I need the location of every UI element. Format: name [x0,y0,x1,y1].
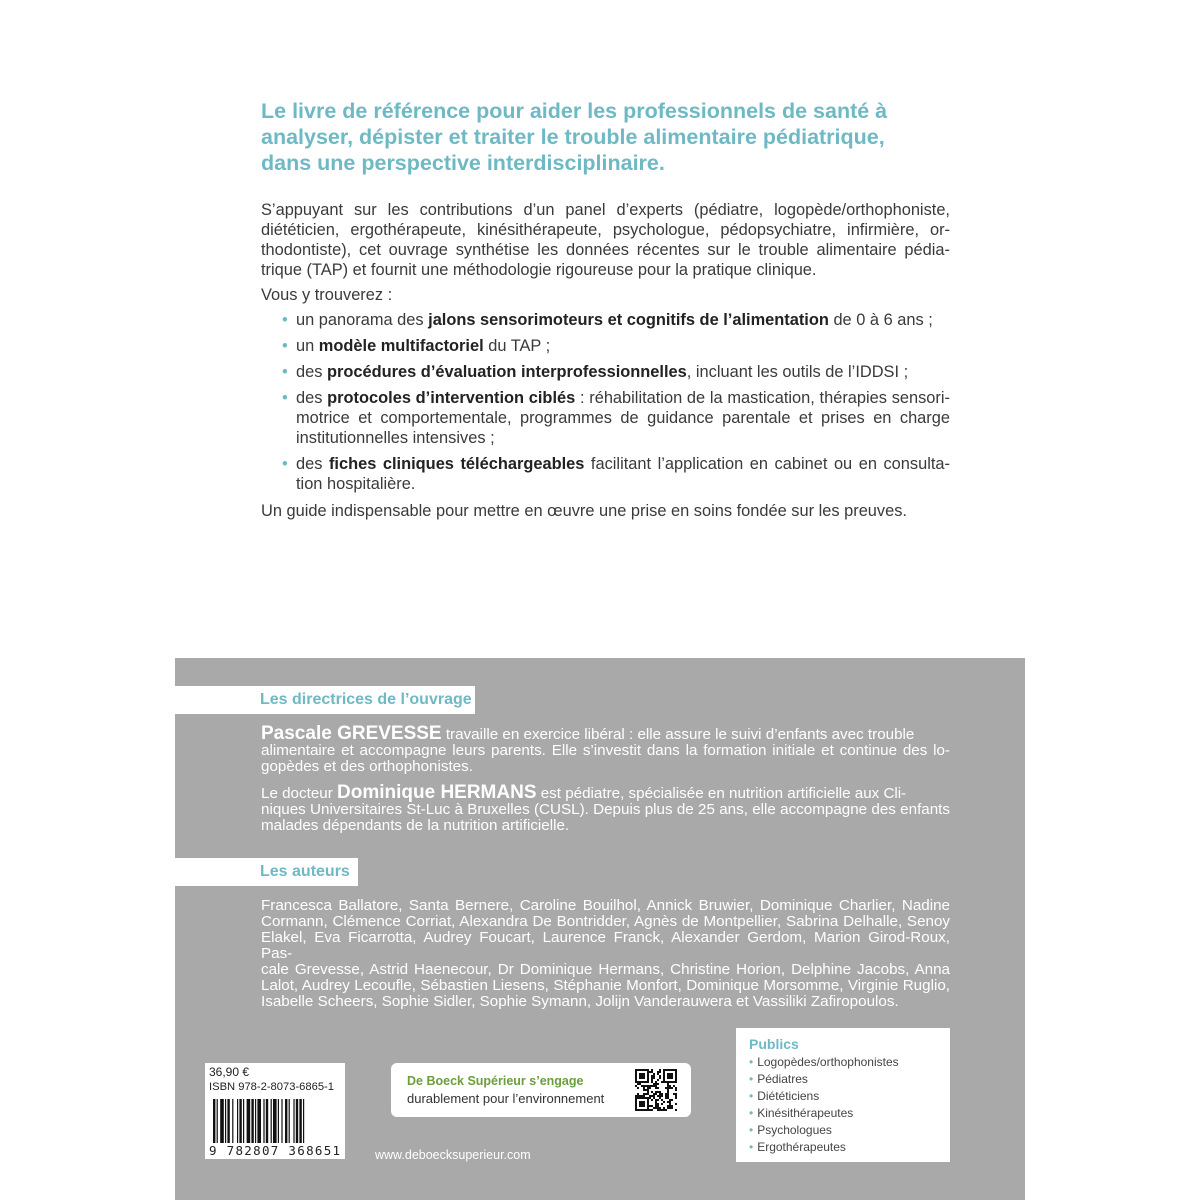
environment-badge [391,1063,691,1117]
publics-title: Publics [749,1036,799,1052]
list-item: • Pédiatres [749,1072,808,1086]
director-name: Dominique HERMANS [337,782,537,803]
qr-code-icon[interactable] [635,1069,677,1111]
tagline-line: Le livre de référence pour aider les professionnels de santé à [261,99,888,123]
feature-list [261,310,950,500]
director-grevesse-bio: Pascale GREVESSE travaille en exercice libéral : elle assure le suivi d’enfants avec trouble alimentaire et accompagne leurs parents. Elle s’investit dans la formation initiale et continue des lo- gopèdes et des orthophonistes. [261,723,950,775]
director-name: Pascale GREVESSE [261,723,442,744]
bullet-icon: • [282,311,288,329]
list-item: • Ergothérapeutes [749,1140,846,1154]
engage-line-2: durablement pour l’environnement [407,1091,605,1106]
barcode-icon [213,1099,337,1143]
list-item: • des protocoles d’intervention ciblés : réhabilitation de la mastication, thérapies sensori-motrice et comportementale, programmes de guidance parentale et prises en charge institutionnelles intensives ; [282,389,950,447]
bullet-icon: • [282,455,288,473]
list-item: • Logopèdes/orthophonistes [749,1055,899,1069]
intro-line: thodontiste), cet ouvrage synthétise les données récentes sur le trouble alimentaire pédia- [261,241,950,259]
barcode-digits: 9 782807 368651 [209,1143,342,1158]
bullet-icon: • [282,363,288,381]
isbn-label: ISBN 978-2-8073-6865-1 [209,1081,335,1093]
list-item: • Psychologues [749,1123,832,1137]
bullet-icon: • [282,389,288,407]
list-item: • un panorama des jalons sensorimoteurs et cognitifs de l’alimentation de 0 à 6 ans ; [282,311,933,329]
intro-paragraph [261,200,950,280]
list-item: • Diététiciens [749,1089,820,1103]
intro-lead: Vous y trouverez : [261,286,393,304]
list-item: • des fiches cliniques téléchargeables facilitant l’application en cabinet ou en consulta-tion hospitalière. [282,455,950,493]
authors-list: Francesca Ballatore, Santa Bernere, Caroline Bouilhol, Annick Bruwier, Dominique Charlier, Nadine Cormann, Clémence Corriat, Alexandra De Bontridder, Agnès de Montpellier, Sabrina Delhalle, Senoy Elakel, Eva Ficarrotta, Audrey Foucart, Laurence Franck, Alexander Gerdom, Marion Girod-Roux, Pas- cale Grevesse, Astrid Haenecour, Dr Dominique Hermans, Christine Horion, Delphine Jacobs, Anna Lalot, Audrey Lecoufle, Sébastien Liesens, Stéphanie Monfort, Dominique Morsomme, Virginie Ruglio, Isabelle Scheers, Sophie Sidler, Sophie Symann, Jolijn Vanderauwera et Vassiliki Zafiropoulos. [261,897,950,1010]
tagline-line: dans une perspective interdisciplinaire. [261,151,665,175]
list-item: • Kinésithérapeutes [749,1106,854,1120]
intro-line: trique (TAP) et fournit une méthodologie rigoureuse pour la pratique clinique. [261,261,817,279]
author-panel [175,658,1025,1200]
intro-line: diététicien, ergothérapeute, kinésithérapeute, psychologue, pédopsychiatre, infirmière, or- [261,221,950,239]
engage-line-1: De Boeck Supérieur s’engage [407,1074,584,1088]
bullet-icon: • [282,337,288,355]
intro-line: S’appuyant sur les contributions d’un panel d’experts (pédiatre, logopède/orthophoniste, [261,201,950,219]
authors-heading: Les auteurs [175,858,358,886]
publics-box [736,1028,950,1162]
website-link[interactable]: www.deboecksuperieur.com [375,1148,531,1162]
price-label: 36,90 € [209,1065,250,1079]
tagline-line: analyser, dépister et traiter le trouble alimentaire pédiatrique, [261,125,885,149]
barcode-box [205,1063,345,1159]
tagline [261,98,961,176]
list-item: • un modèle multifactoriel du TAP ; [282,337,551,355]
closing-sentence: Un guide indispensable pour mettre en œuvre une prise en soins fondée sur les preuves. [261,502,907,520]
director-hermans-bio: Le docteur Dominique HERMANS est pédiatre, spécialisée en nutrition artificielle aux Cli- niques Universitaires St-Luc à Bruxelles (CUSL). Depuis plus de 25 ans, elle accompagne des enfants malades dépendants de la nutrition artificielle. [261,782,950,834]
publics-list [749,1054,899,1156]
directors-heading: Les directrices de l’ouvrage [175,686,475,714]
list-item: • des procédures d’évaluation interprofessionnelles, incluant les outils de l’IDDSI ; [282,363,909,381]
